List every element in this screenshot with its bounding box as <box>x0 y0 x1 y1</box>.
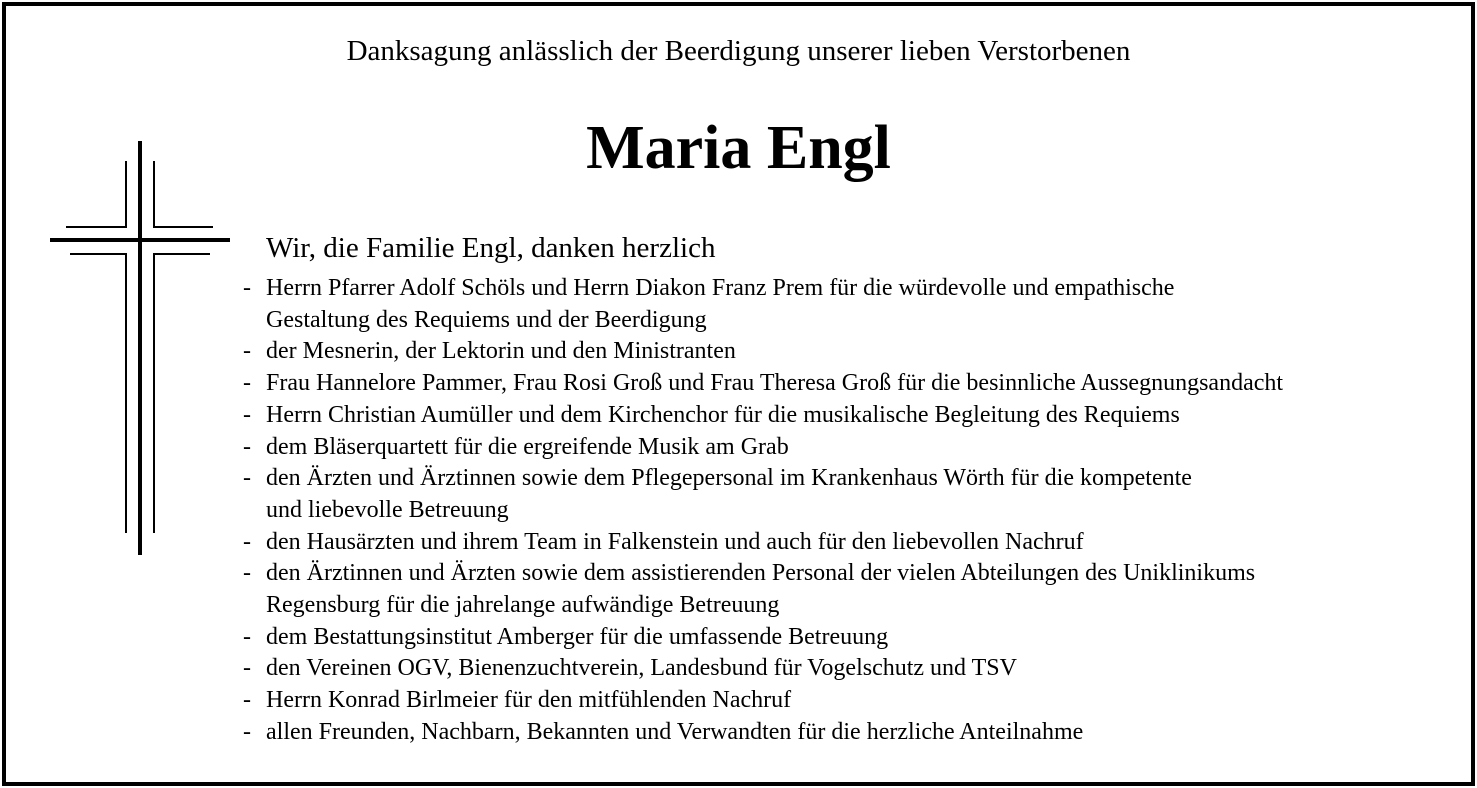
thanks-item <box>243 336 1283 368</box>
thanks-item-line: Herrn Christian Aumüller und dem Kirchenchor für die musikalische Begleitung des Requiems <box>266 401 1180 428</box>
thanks-item-bullet: - <box>243 623 251 650</box>
notice-intro: Danksagung anlässlich der Beerdigung unserer lieben Verstorbenen <box>346 35 1131 67</box>
thanks-item-line: Herrn Pfarrer Adolf Schöls und Herrn Diakon Franz Prem für die würdevolle und empathische <box>266 275 1175 301</box>
thanks-list <box>243 273 1283 749</box>
thanks-item-line: allen Freunden, Nachbarn, Bekannten und Verwandten für die herzliche Anteilnahme <box>266 718 1084 745</box>
thanks-item-bullet: - <box>243 338 251 365</box>
cross-beam <box>50 238 230 242</box>
deceased-name: Maria Engl <box>586 114 891 182</box>
thanks-item <box>243 432 1283 464</box>
thanks-item-line: den Ärzten und Ärztinnen sowie dem Pflegepersonal im Krankenhaus Wörth für die kompetente <box>266 465 1192 492</box>
thanks-item-bullet: - <box>243 275 251 301</box>
thanks-item-line: den Vereinen OGV, Bienenzuchtverein, Landesbund für Vogelschutz und TSV <box>266 655 1017 682</box>
thanks-item <box>243 463 1283 526</box>
thanks-item <box>243 653 1283 685</box>
thanks-item-bullet: - <box>243 370 251 397</box>
thanks-item-bullet: - <box>243 687 251 714</box>
cross-icon <box>46 136 236 560</box>
thanks-item <box>243 368 1283 400</box>
thanks-item <box>243 400 1283 432</box>
thanks-item-line: dem Bläserquartett für die ergreifende Musik am Grab <box>266 433 789 460</box>
thanks-item <box>243 273 1283 336</box>
thanks-item <box>243 685 1283 717</box>
notice-frame <box>2 2 1475 786</box>
thanks-item-line: Regensburg für die jahrelange aufwändige Betreuung <box>266 592 780 619</box>
thanks-item-line: Herrn Konrad Birlmeier für den mitfühlenden Nachruf <box>266 687 792 714</box>
thanks-item-bullet: - <box>243 655 251 682</box>
thanks-item-line: und liebevolle Betreuung <box>266 496 509 523</box>
thanks-item-line: dem Bestattungsinstitut Amberger für die umfassende Betreuung <box>266 623 889 650</box>
thanks-item-bullet: - <box>243 718 251 745</box>
thanks-item-line: Frau Hannelore Pammer, Frau Rosi Groß und Frau Theresa Groß für die besinnliche Aussegnungsandacht <box>266 370 1284 397</box>
thanks-item-line: den Ärztinnen und Ärzten sowie dem assistierenden Personal der vielen Abteilungen des Uniklinikums <box>266 560 1256 587</box>
thanks-item-line: den Hausärzten und ihrem Team in Falkenstein und auch für den liebevollen Nachruf <box>266 528 1084 555</box>
thanks-item <box>243 717 1283 749</box>
thanks-item-bullet: - <box>243 465 251 492</box>
thanks-item <box>243 527 1283 559</box>
thanks-item-bullet: - <box>243 433 251 460</box>
thanks-item-line: Gestaltung des Requiems und der Beerdigung <box>266 306 707 333</box>
thanks-item-bullet: - <box>243 401 251 428</box>
thanks-item-line: der Mesnerin, der Lektorin und den Ministranten <box>266 338 736 365</box>
thanks-item <box>243 622 1283 654</box>
thanks-item-bullet: - <box>243 528 251 555</box>
cross-stem <box>138 141 142 555</box>
thanks-item <box>243 558 1283 621</box>
thanks-lead: Wir, die Familie Engl, danken herzlich <box>266 232 716 264</box>
thanks-item-bullet: - <box>243 560 251 587</box>
